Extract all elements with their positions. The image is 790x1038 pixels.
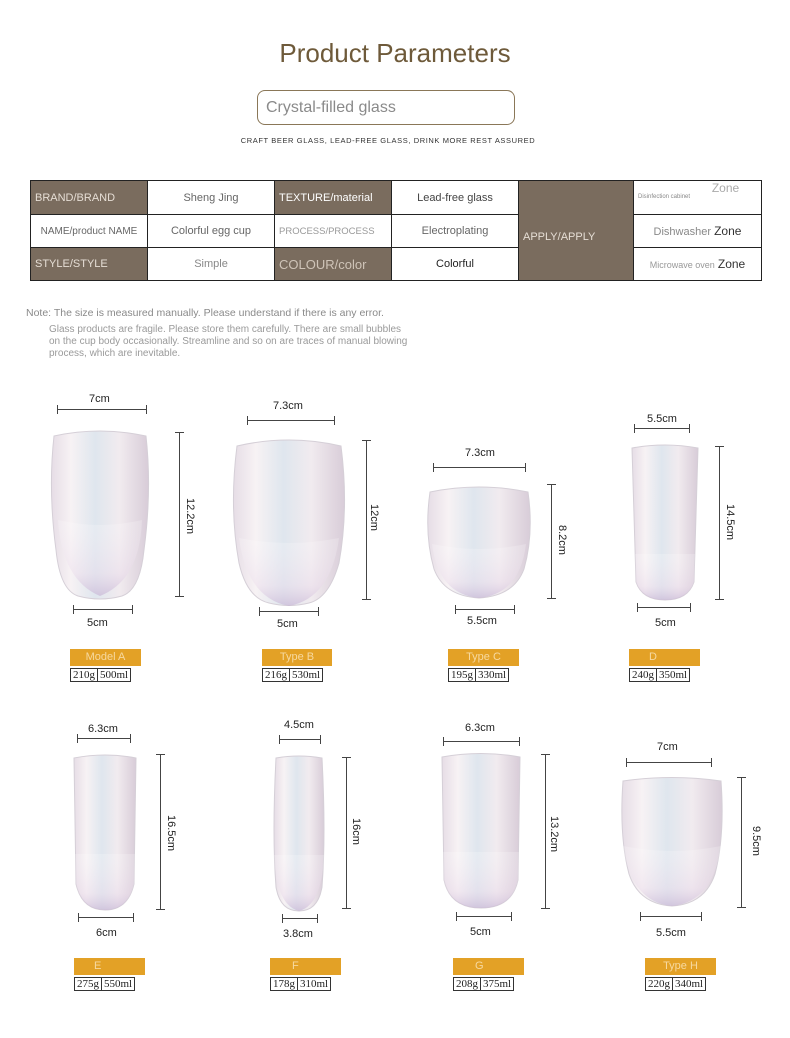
dim-line-bottom <box>73 609 133 610</box>
dim-top: 4.5cm <box>284 719 314 731</box>
dim-height: 12.2cm <box>184 498 196 535</box>
zone-row-dishwasher <box>634 215 762 248</box>
dim-line-bottom <box>455 609 515 610</box>
dim-bottom: 5.5cm <box>467 615 497 627</box>
weight: 178g <box>273 978 295 990</box>
dim-top: 6.3cm <box>88 723 118 735</box>
dim-bottom: 5cm <box>277 618 298 630</box>
texture-label: TEXTURE/material <box>275 181 392 215</box>
glass-f-image <box>270 755 328 913</box>
weight: 208g <box>456 978 478 990</box>
weight: 210g <box>73 669 95 681</box>
spec-box <box>262 668 323 682</box>
dim-bottom: 6cm <box>96 927 117 939</box>
dim-top: 7.3cm <box>273 400 303 412</box>
page-title: Product Parameters <box>279 38 511 68</box>
model-label: Type H <box>645 958 716 975</box>
zone-row-disinfection <box>634 181 762 215</box>
volume: 500ml <box>97 669 130 681</box>
dim-line-bottom <box>637 607 691 608</box>
dim-height: 12cm <box>368 504 380 531</box>
volume: 310ml <box>297 978 330 990</box>
dim-line-top <box>247 420 335 421</box>
weight: 275g <box>77 978 99 990</box>
style-value: Simple <box>148 248 275 281</box>
dim-height: 14.5cm <box>724 504 736 541</box>
volume: 350ml <box>656 669 689 681</box>
dim-line-top <box>433 467 526 468</box>
dim-line-top <box>634 428 690 429</box>
glass-g-image <box>438 752 524 912</box>
dim-height: 8.2cm <box>556 525 568 555</box>
spec-box <box>645 977 706 991</box>
model-label: Type B <box>262 649 332 666</box>
dim-line-top <box>626 762 712 763</box>
spec-box <box>70 668 131 682</box>
spec-box <box>270 977 331 991</box>
dim-height: 16cm <box>350 818 362 845</box>
dim-line-height <box>741 777 742 908</box>
subtitle-pill: Crystal-filled glass <box>257 90 515 125</box>
dim-bottom: 5.5cm <box>656 927 686 939</box>
dim-line-top <box>57 409 147 410</box>
colour-value: Colorful <box>392 248 519 281</box>
spec-box <box>74 977 135 991</box>
model-label: F <box>270 958 341 975</box>
dim-top: 7.3cm <box>465 447 495 459</box>
dim-line-top <box>77 738 131 739</box>
zone-label: Microwave oven <box>649 260 715 270</box>
dim-line-bottom <box>78 917 134 918</box>
brand-label: BRAND/BRAND <box>31 181 148 215</box>
zone-label: Disinfection cabinet <box>638 194 691 200</box>
weight: 220g <box>648 978 670 990</box>
process-label: PROCESS/PROCESS <box>275 215 392 248</box>
model-label: Model A <box>70 649 141 666</box>
zone-value: Zone <box>717 257 746 271</box>
tagline: CRAFT BEER GLASS, LEAD-FREE GLASS, DRINK MORE REST ASSURED <box>240 136 536 145</box>
dim-line-bottom <box>259 611 319 612</box>
parameters-table <box>30 180 762 281</box>
dim-line-height <box>366 440 367 600</box>
model-label: E <box>74 958 145 975</box>
spec-box <box>629 668 690 682</box>
volume: 550ml <box>101 978 134 990</box>
weight: 195g <box>451 669 473 681</box>
dim-top: 7cm <box>657 741 678 753</box>
dim-line-bottom <box>640 916 702 917</box>
glass-e-image <box>70 754 140 914</box>
model-label: Type C <box>448 649 519 666</box>
note-fragile: Glass products are fragile. Please store them carefully. There are small bubbles on the cup body occasionally. Streamline and so on are traces of manual blowing process, which are inevitable. <box>49 324 408 359</box>
dim-bottom: 5cm <box>470 926 491 938</box>
brand-value: Sheng Jing <box>148 181 275 215</box>
apply-label: APPLY/APPLY <box>519 181 634 281</box>
weight: 240g <box>632 669 654 681</box>
dim-bottom: 5cm <box>87 617 108 629</box>
volume: 530ml <box>289 669 322 681</box>
name-value: Colorful egg cup <box>148 215 275 248</box>
process-value: Electroplating <box>392 215 519 248</box>
glass-b-image <box>229 438 349 608</box>
dim-bottom: 3.8cm <box>283 928 313 940</box>
spec-box <box>448 668 509 682</box>
glass-c-image <box>424 484 534 600</box>
dim-line-bottom <box>456 916 512 917</box>
model-label: D <box>629 649 700 666</box>
zone-value: Zone <box>711 181 740 195</box>
dim-line-bottom <box>282 918 318 919</box>
style-label: STYLE/STYLE <box>31 248 148 281</box>
dim-height: 9.5cm <box>750 826 762 856</box>
volume: 375ml <box>480 978 513 990</box>
zone-label: Dishwasher <box>653 226 712 238</box>
dim-top: 7cm <box>89 393 110 405</box>
glass-h-image <box>617 776 727 908</box>
dim-bottom: 5cm <box>655 617 676 629</box>
dim-top: 6.3cm <box>465 722 495 734</box>
dim-line-top <box>279 739 321 740</box>
dim-line-height <box>551 484 552 599</box>
note-size: Note: The size is measured manually. Please understand if there is any error. <box>26 307 384 319</box>
dim-line-height <box>179 432 180 597</box>
glass-a-image <box>44 430 156 600</box>
dim-height: 13.2cm <box>548 816 560 853</box>
zone-value: Zone <box>714 224 742 238</box>
volume: 340ml <box>672 978 705 990</box>
dim-line-height <box>719 446 720 600</box>
dim-line-height <box>160 754 161 910</box>
dim-height: 16.5cm <box>165 815 177 852</box>
dim-line-height <box>545 754 546 909</box>
volume: 330ml <box>475 669 508 681</box>
texture-value: Lead-free glass <box>392 181 519 215</box>
zone-row-microwave <box>634 248 762 281</box>
glass-d-image <box>628 444 702 602</box>
dim-top: 5.5cm <box>647 413 677 425</box>
weight: 216g <box>265 669 287 681</box>
dim-line-height <box>346 757 347 909</box>
dim-line-top <box>443 741 520 742</box>
colour-label: COLOUR/color <box>275 248 392 281</box>
model-label: G <box>453 958 524 975</box>
name-label: NAME/product NAME <box>31 215 148 248</box>
spec-box <box>453 977 514 991</box>
